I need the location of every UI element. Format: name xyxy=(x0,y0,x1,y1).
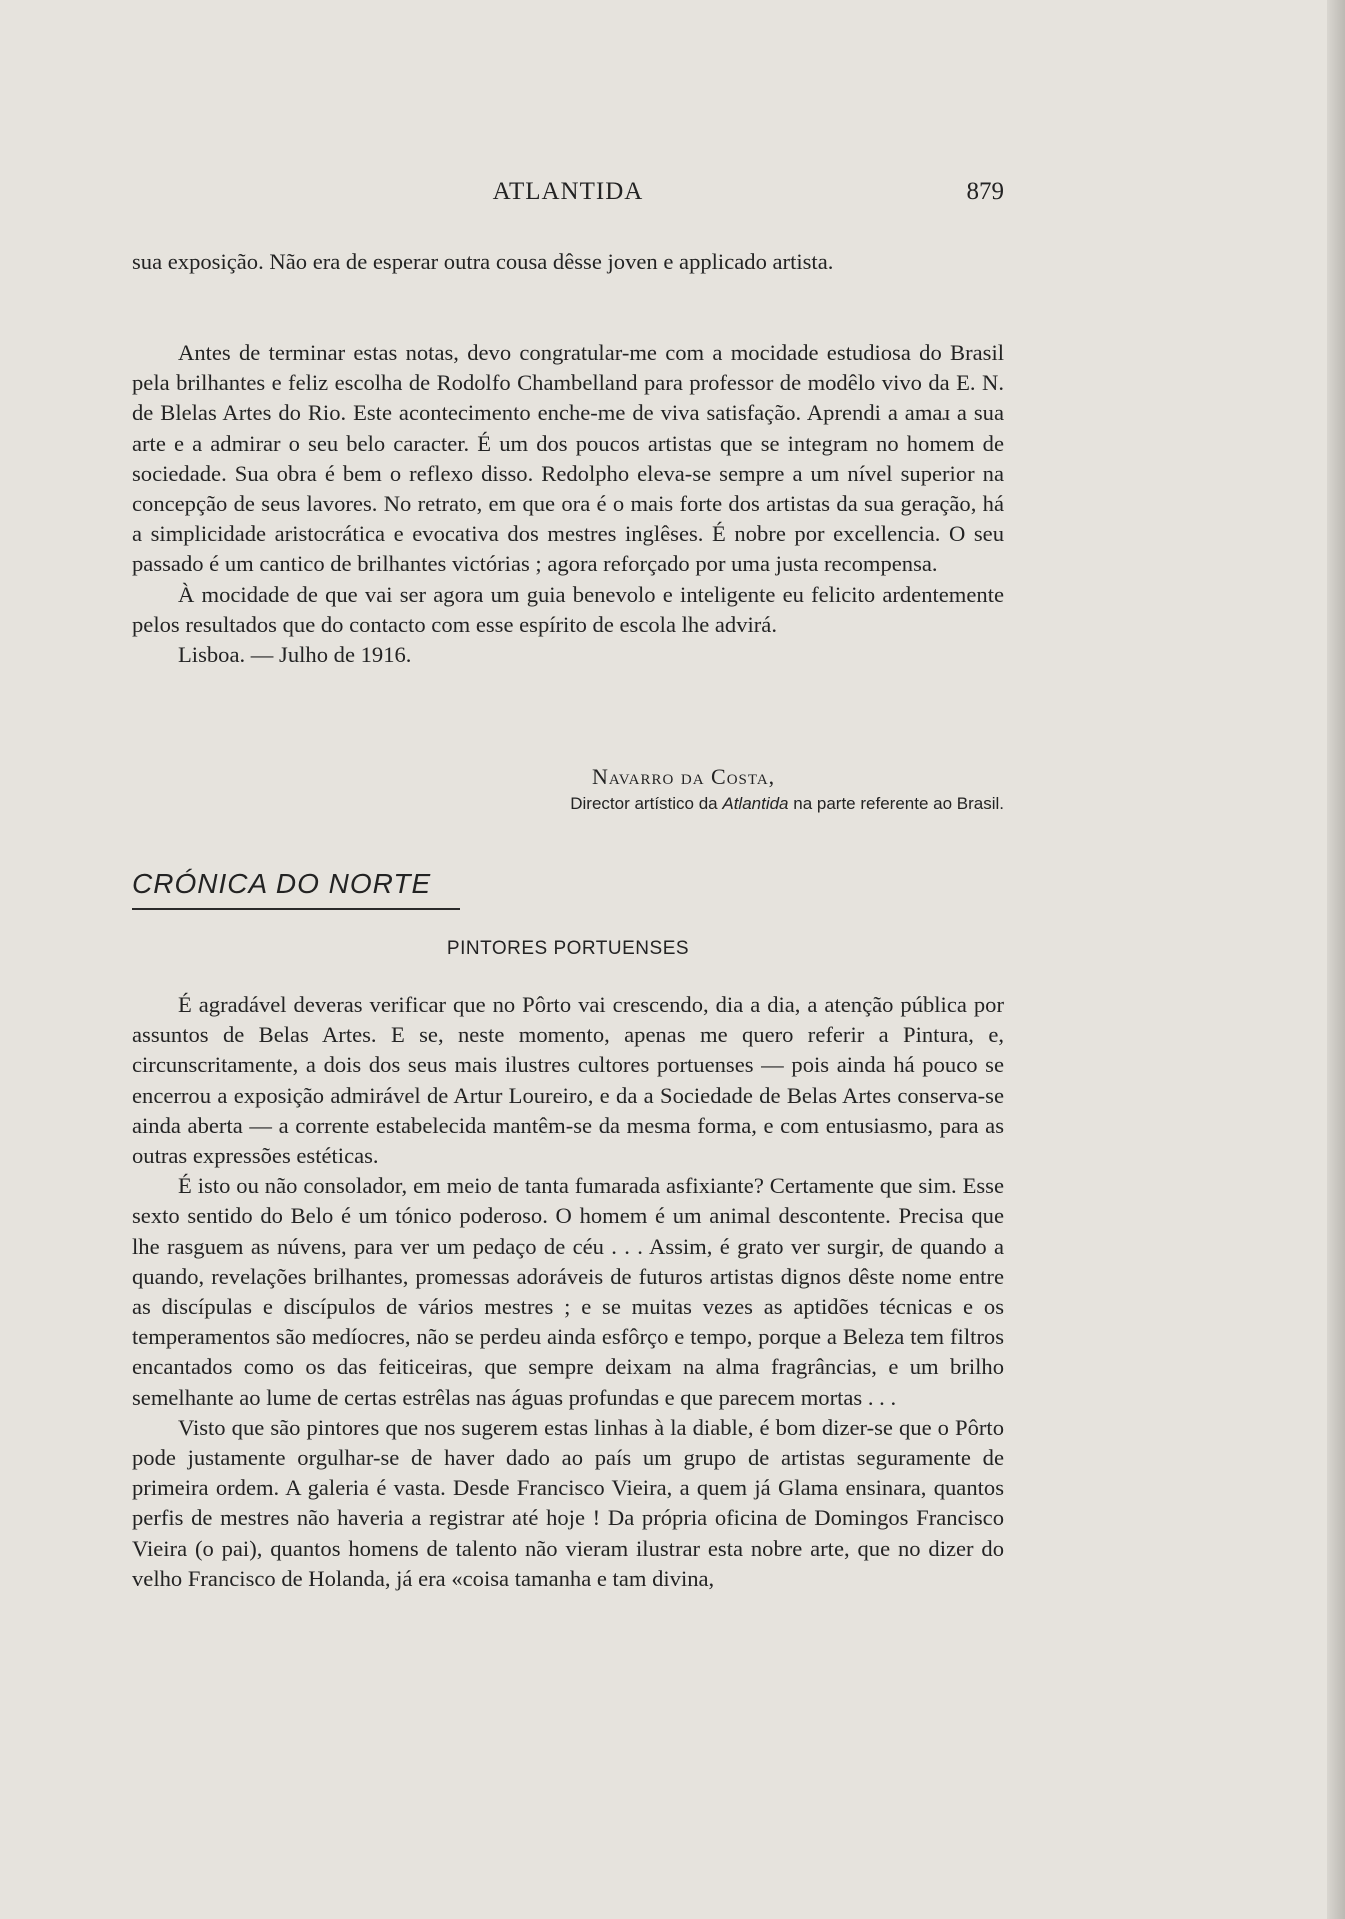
running-header xyxy=(132,178,1004,218)
place-date: Lisboa. — Julho de 1916. xyxy=(178,642,412,668)
author-name: Navarro da Costa, xyxy=(592,764,776,789)
signature-block xyxy=(132,764,1004,814)
paragraph: Visto que são pintores que nos sugerem estas linhas à la diable, é bom dizer-se que o Pôrto pode justamente orgulhar-se de haver dado ao país um grupo de artistas seguramente de primeira ordem. A galeria é vasta. Desde Francisco Vieira, a quem já Glama ensinara, quantos perfis de mestres não haveria a registrar até hoje ! Da própria oficina de Domingos Francisco Vieira (o pai), quantos homens de talento não vieram ilustrar esta nobre arte, que no dizer do velho Francisco de Holanda, já era «coisa tamanha e tam divina, xyxy=(132,1414,1004,1591)
scan-smudge xyxy=(0,1740,42,1780)
journal-title: ATLANTIDA xyxy=(492,178,644,205)
page-number: 879 xyxy=(966,178,1004,205)
section-body xyxy=(132,990,1004,1594)
paragraph: sua exposição. Não era de esperar outra cousa dêsse joven e applicado artista. xyxy=(132,249,834,274)
paragraph: É isto ou não consolador, em meio de tanta fumarada asfixiante? Certamente que sim. Esse sexto sentido do Belo é um tónico poderoso. O homem é um animal descontente. Precisa que lhe rasguem as núvens, para ver um pedaço de céu . . . Assim, é grato ver surgir, de quando a quando, revelações brilhantes, promessas adoráveis de futuros artistas dignos dêste nome entre as discípulas e discípulos de vários mestres ; e se muitas vezes as aptidões técnicas e os temperamentos são medíocres, não se perdeu ainda esfôrço e tempo, porque a Beleza tem filtros encantados como os das feiticeiras, que sempre deixam na alma fragrâncias, e um brilho semelhante ao lume de certas estrêlas nas águas profundas e que parecem mortas . . . xyxy=(132,1173,1004,1410)
author-role-prefix: Director artístico da xyxy=(570,794,723,813)
section-title-underline xyxy=(132,908,460,910)
page-edge xyxy=(1327,0,1345,1919)
article-continuation xyxy=(132,247,1004,277)
author-role-suffix: na parte referente ao Brasil. xyxy=(788,794,1004,813)
section-subheading: PINTORES PORTUENSES xyxy=(446,938,690,959)
section-title: CRÓNICA DO NORTE xyxy=(132,868,432,899)
author-role-journal: Atlantida xyxy=(722,794,789,813)
author-role xyxy=(132,794,1004,814)
paragraph: À mocidade de que vai ser agora um guia benevolo e inteligente eu felicito ardentemente pelos resultados que do contacto com esse espírito de escola lhe advirá. xyxy=(132,581,1004,637)
article-closing xyxy=(132,338,1004,670)
paragraph: É agradável deveras verificar que no Pôrto vai crescendo, dia a dia, a atenção pública por assuntos de Belas Artes. E se, neste momento, apenas me quero referir a Pintura, e, circunscritamente, a dois dos seus mais ilustres cultores portuenses — pois ainda há pouco se encerrou a exposição admirável de Artur Loureiro, e da a Sociedade de Belas Artes conserva-se ainda aberta — a corrente estabelecida mantêm-se da mesma forma, e com entusiasmo, para as outras expressões estéticas. xyxy=(132,992,1004,1169)
paragraph: Antes de terminar estas notas, devo congratular-me com a mocidade estudiosa do Brasil pela brilhantes e feliz escolha de Rodolfo Chambelland para professor de modêlo vivo da E. N. de Blelas Artes do Rio. Este acontecimento enche-me de viva satisfação. Aprendi a amaɹ a sua arte e a admirar o seu belo caracter. É um dos poucos artistas que se integram no homem de sociedade. Sua obra é bem o reflexo disso. Redolpho eleva-se sempre a um nível superior na concepção de seus lavores. No retrato, em que ora é o mais forte dos artistas da sua geração, há a simplicidade aristocrática e evocativa dos mestres inglêses. É nobre por excellencia. O seu passado é um cantico de brilhantes victórias ; agora reforçado por uma justa recompensa. xyxy=(132,340,1004,577)
